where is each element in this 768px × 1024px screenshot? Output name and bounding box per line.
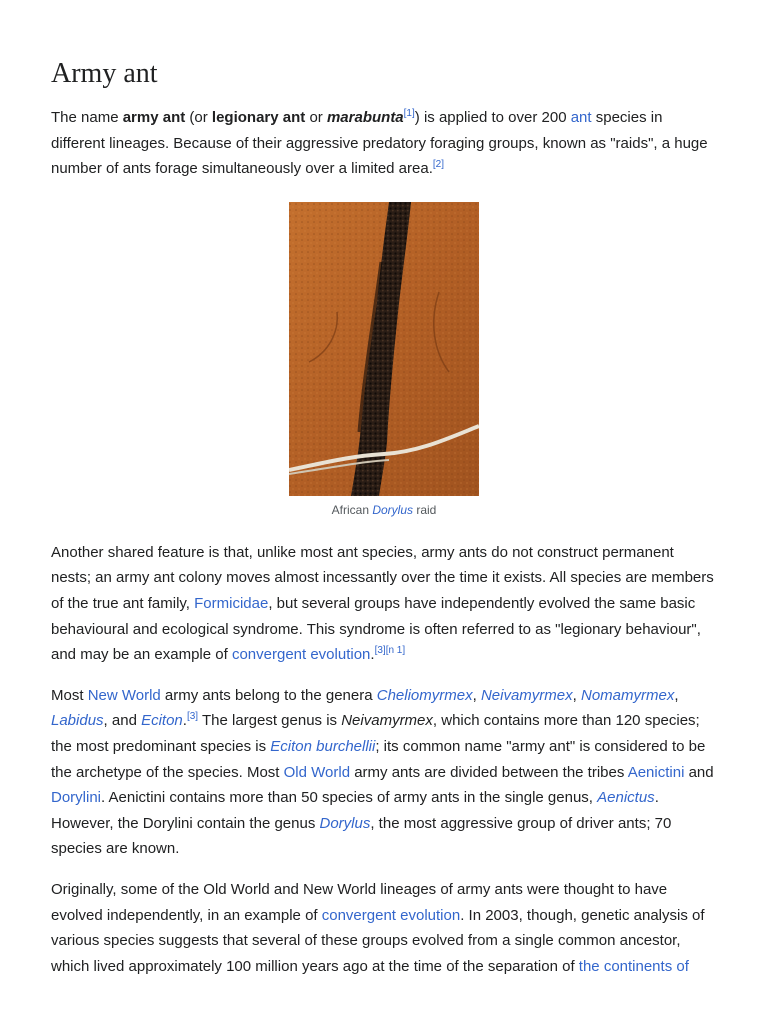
paragraph-3 [51,683,717,862]
text: ) is applied to over 200 [414,109,571,126]
text: , which contains more than 120 species; the most predominant species is [51,712,700,755]
term-marabunta: marabunta [326,109,404,126]
paragraph-2 [51,540,717,668]
link-cheliomyrmex[interactable]: Cheliomyrmex [376,686,473,704]
term-army-ant: army ant [122,109,186,126]
link-labidus[interactable]: Labidus [51,712,104,730]
text: Most [51,686,88,704]
link-continents[interactable]: the continents of [578,957,689,975]
page-title: Army ant [51,58,158,89]
ref-2[interactable]: [2] [432,159,444,171]
link-dorylus-caption[interactable]: Dorylus [372,502,414,517]
text: Another shared feature is that, unlike most ant species, army ants do not construct permanent nests; an army ant colony moves almost incessantly over the time it exists. All species are members of the true ant family, [51,543,714,612]
link-dorylus[interactable]: Dorylus [319,814,371,832]
text: army ants are divided between the tribes [350,763,628,781]
link-convergent-evolution[interactable]: convergent evolution [231,646,371,664]
paragraph-4 [51,877,717,979]
link-new-world[interactable]: New World [87,686,161,704]
link-neivamyrmex[interactable]: Neivamyrmex [480,686,573,704]
link-ant[interactable]: ant [570,109,592,126]
link-nomamyrmex[interactable]: Nomamyrmex [580,686,675,704]
text: and [684,763,714,781]
dorylus-raid-image[interactable] [289,202,479,496]
ref-3[interactable]: [3] [374,645,386,657]
link-old-world[interactable]: Old World [283,763,351,781]
figure-caption [51,502,717,518]
text: . [182,712,187,730]
term-legionary-ant: legionary ant [211,109,306,126]
ref-3[interactable]: [3] [186,711,199,723]
link-convergent-evolution[interactable]: convergent evolution [321,906,461,924]
text: (or [185,109,212,126]
text: , the most aggressive group of driver ants; 70 species are known. [51,814,672,858]
link-aenictus[interactable]: Aenictus [597,789,655,807]
text: or [305,109,327,126]
genus-neivamyrmex: Neivamyrmex [341,712,433,730]
link-aenictini[interactable]: Aenictini [627,763,685,781]
link-dorylini[interactable]: Dorylini [51,789,102,807]
text: Originally, some of the Old World and New World lineages of army ants were thought to have evolved independently, in an example of [51,880,668,924]
caption-text: raid [413,502,437,517]
intro-paragraph [51,105,717,182]
text: The largest genus is [198,712,342,730]
text: species in different lineages. Because of their aggressive predatory foraging groups, known as "raids", a huge number of ants forage simultaneously over a limited area. [51,109,708,178]
text: , but several groups have independently evolved the same basic behavioural and ecological syndrome. This syndrome is often referred to as "legionary behaviour", and may be an example of [51,594,701,664]
text: The name [51,109,123,126]
link-eciton[interactable]: Eciton [141,712,183,730]
link-formicidae[interactable]: Formicidae [194,594,269,612]
text: ; its common name "army ant" is considered to be the archetype of the species. Most [51,737,706,781]
text: . Aenictini contains more than 50 species of army ants in the single genus, [101,789,598,807]
text: , and [103,712,142,730]
text: . However, the Dorylini contain the genus [51,789,659,832]
text: . In 2003, though, genetic analysis of various species suggests that several of these groups evolved from a single common ancestor, which lived approximately 100 million years ago at the time of the separation of [51,906,705,975]
text: , [674,686,679,704]
ref-1[interactable]: [1] [403,108,415,119]
figure-dorylus-raid [51,182,717,518]
caption-text: African [331,502,373,517]
text: , [472,686,481,704]
text: . [370,646,375,664]
text: army ants belong to the genera [160,686,377,704]
link-eciton-burchellii[interactable]: Eciton burchellii [270,737,376,755]
note-n1[interactable]: [n 1] [385,645,406,657]
text: , [572,686,581,704]
